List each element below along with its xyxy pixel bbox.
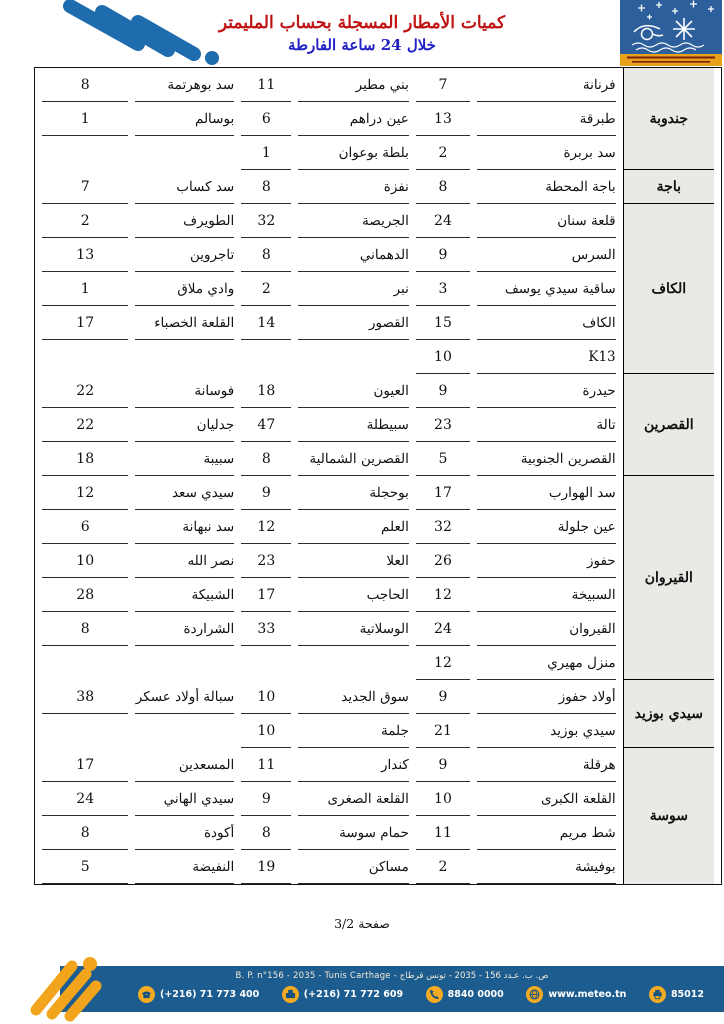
table-row (42, 612, 714, 646)
station-name-cell: سد بربرة (477, 136, 616, 170)
station-name-cell: الطويرف (135, 204, 234, 238)
table-row (42, 68, 714, 102)
station-name-cell: باجة المحطة (477, 170, 616, 204)
station-name-cell: القصور (298, 306, 408, 340)
rainfall-value-cell: 26 (416, 544, 470, 578)
rainfall-value-cell: 9 (416, 748, 470, 782)
station-name-cell: المسعدين (135, 748, 234, 782)
rainfall-value-cell: 11 (416, 816, 470, 850)
region-label: سوسة (623, 748, 714, 884)
rainfall-value-cell: 38 (42, 680, 128, 714)
station-name-cell (298, 646, 408, 680)
contact-item-text: www.meteo.tn (548, 989, 627, 1000)
rainfall-value-cell: 47 (241, 408, 291, 442)
table-row (42, 510, 714, 544)
rainfall-value-cell: 24 (416, 612, 470, 646)
rainfall-value-cell: 13 (42, 238, 128, 272)
contact-item (138, 986, 259, 1003)
table-row (42, 442, 714, 476)
station-name-cell: القيروان (477, 612, 616, 646)
rainfall-value-cell: 13 (416, 102, 470, 136)
table-row (42, 578, 714, 612)
station-name-cell: طبرقة (477, 102, 616, 136)
table-row (42, 238, 714, 272)
station-name-cell: سيدي بوزيد (477, 714, 616, 748)
rainfall-value-cell: 8 (241, 170, 291, 204)
station-name-cell: الشبيكة (135, 578, 234, 612)
handset-icon (426, 986, 443, 1003)
contact-item-text: 8840 0000 (447, 989, 504, 1000)
rainfall-value-cell: 24 (416, 204, 470, 238)
page-number: صفحة 3/2 (334, 916, 390, 931)
table-row (42, 782, 714, 816)
rainfall-value-cell: 2 (416, 850, 470, 884)
station-name-cell: سد بوهرتمة (135, 68, 234, 102)
rainfall-value-cell: 8 (42, 68, 128, 102)
station-name-cell: فوسانة (135, 374, 234, 408)
station-name-cell: القلعة الخصباء (135, 306, 234, 340)
table-row (42, 680, 714, 714)
station-name-cell: وادي ملاق (135, 272, 234, 306)
rainfall-value-cell: 11 (241, 748, 291, 782)
rainfall-table (34, 67, 722, 885)
station-name-cell: أكودة (135, 816, 234, 850)
rainfall-value-cell (42, 646, 128, 680)
rainfall-value-cell: 17 (416, 476, 470, 510)
rainfall-value-cell: 7 (42, 170, 128, 204)
table-row (42, 646, 714, 680)
rainfall-value-cell: 2 (416, 136, 470, 170)
station-name-cell: الكاف (477, 306, 616, 340)
station-name-cell: قلعة سنان (477, 204, 616, 238)
phone-icon (138, 986, 155, 1003)
station-name-cell (135, 714, 234, 748)
station-name-cell: بوحجلة (298, 476, 408, 510)
rainfall-value-cell: 9 (416, 680, 470, 714)
table-row (42, 136, 714, 170)
rainfall-value-cell: 8 (241, 816, 291, 850)
station-name-cell: تالة (477, 408, 616, 442)
station-name-cell: عين دراهم (298, 102, 408, 136)
station-name-cell: شط مريم (477, 816, 616, 850)
station-name-cell: بوسالم (135, 102, 234, 136)
station-name-cell: بني مطير (298, 68, 408, 102)
rainfall-value-cell: 5 (42, 850, 128, 884)
rainfall-value-cell: 19 (241, 850, 291, 884)
station-name-cell: بوفيشة (477, 850, 616, 884)
station-name-cell: نفزة (298, 170, 408, 204)
station-name-cell: سيدي الهاني (135, 782, 234, 816)
page-title: كميات الأمطار المسجلة بحساب المليمتر (218, 13, 506, 33)
rainfall-value-cell (42, 136, 128, 170)
region-label: باجة (623, 170, 714, 204)
table-row (42, 340, 714, 374)
printer-icon (649, 986, 666, 1003)
station-name-cell: جلمة (298, 714, 408, 748)
rainfall-value-cell: 32 (416, 510, 470, 544)
rainfall-value-cell: 9 (241, 476, 291, 510)
station-name-cell: السبيخة (477, 578, 616, 612)
rainfall-value-cell: 10 (42, 544, 128, 578)
station-name-cell: العلا (298, 544, 408, 578)
station-name-cell: كندار (298, 748, 408, 782)
rainfall-value-cell: 12 (416, 646, 470, 680)
station-name-cell: القصرين الجنوبية (477, 442, 616, 476)
rainfall-value-cell: 32 (241, 204, 291, 238)
region-label: الكاف (623, 204, 714, 374)
station-name-cell: القلعة الكبرى (477, 782, 616, 816)
table-row (42, 170, 714, 204)
rainfall-value-cell: 8 (42, 816, 128, 850)
rainfall-value-cell: 18 (241, 374, 291, 408)
station-name-cell: السرس (477, 238, 616, 272)
rainfall-value-cell (241, 646, 291, 680)
fax-icon (282, 986, 299, 1003)
contact-item-text: (+216) 71 772 609 (303, 989, 404, 1000)
station-name-cell: أولاد حفوز (477, 680, 616, 714)
document-titles (0, 12, 724, 55)
rainfall-value-cell: 28 (42, 578, 128, 612)
station-name-cell: القلعة الصغرى (298, 782, 408, 816)
station-name-cell: جدليان (135, 408, 234, 442)
rainfall-value-cell: 5 (416, 442, 470, 476)
table-row (42, 816, 714, 850)
contact-item (282, 986, 403, 1003)
station-name-cell: نصر الله (135, 544, 234, 578)
orange-stripes-logo (24, 952, 120, 1022)
station-name-cell: النفيضة (135, 850, 234, 884)
rainfall-value-cell: 1 (42, 272, 128, 306)
region-label: جندوبة (623, 68, 714, 170)
rainfall-value-cell: 12 (416, 578, 470, 612)
contact-item (649, 986, 704, 1003)
table-row (42, 544, 714, 578)
inm-logo (620, 0, 722, 66)
station-name-cell: العيون (298, 374, 408, 408)
contact-item-text: 85012 (670, 989, 704, 1000)
rainfall-value-cell: 18 (42, 442, 128, 476)
station-name-cell: فرنانة (477, 68, 616, 102)
rainfall-value-cell: 2 (241, 272, 291, 306)
contact-items (60, 981, 724, 1003)
rainfall-value-cell: 11 (241, 68, 291, 102)
rainfall-value-cell: 21 (416, 714, 470, 748)
station-name-cell: مساكن (298, 850, 408, 884)
table-row (42, 748, 714, 782)
region-label: القيروان (623, 476, 714, 680)
station-name-cell: الحاجب (298, 578, 408, 612)
station-name-cell: سد الهوارب (477, 476, 616, 510)
station-name-cell: K13 (477, 340, 616, 374)
rainfall-value-cell: 17 (241, 578, 291, 612)
station-name-cell: الوسلاتية (298, 612, 408, 646)
rainfall-value-cell (42, 714, 128, 748)
station-name-cell: سبالة أولاد عسكر (135, 680, 234, 714)
rainfall-value-cell: 23 (241, 544, 291, 578)
station-name-cell: سيدي سعد (135, 476, 234, 510)
station-name-cell: الدهماني (298, 238, 408, 272)
station-name-cell: حيدرة (477, 374, 616, 408)
station-name-cell: سوق الجديد (298, 680, 408, 714)
rainfall-value-cell: 9 (416, 238, 470, 272)
table-row (42, 374, 714, 408)
rainfall-value-cell: 15 (416, 306, 470, 340)
station-name-cell: الجريصة (298, 204, 408, 238)
rainfall-value-cell: 9 (416, 374, 470, 408)
station-name-cell: القصرين الشمالية (298, 442, 408, 476)
contact-item-text: (+216) 71 773 400 (160, 989, 260, 1000)
rainfall-value-cell: 1 (241, 136, 291, 170)
rainfall-value-cell: 8 (416, 170, 470, 204)
rainfall-value-cell: 8 (241, 442, 291, 476)
table-row (42, 204, 714, 238)
region-label: القصرين (623, 374, 714, 476)
region-label: سيدي بوزيد (623, 680, 714, 748)
station-name-cell: العلم (298, 510, 408, 544)
rainfall-value-cell: 23 (416, 408, 470, 442)
table-row (42, 476, 714, 510)
rainfall-value-cell: 7 (416, 68, 470, 102)
station-name-cell (135, 340, 234, 374)
globe-icon (526, 986, 543, 1003)
table-row (42, 714, 714, 748)
rainfall-value-cell: 33 (241, 612, 291, 646)
station-name-cell: هرقلة (477, 748, 616, 782)
address-line: B. P. n°156 - 2035 - Tunis Carthage - ص. ب. عـدد 156 - 2035 - تونس قرطاج (235, 971, 549, 981)
rainfall-value-cell (241, 340, 291, 374)
table-row (42, 272, 714, 306)
station-name-cell: الشراردة (135, 612, 234, 646)
contact-item (426, 986, 504, 1003)
contact-item (526, 986, 626, 1003)
rainfall-value-cell: 24 (42, 782, 128, 816)
rainfall-value-cell: 8 (241, 238, 291, 272)
rainfall-value-cell: 9 (241, 782, 291, 816)
station-name-cell: سبيطلة (298, 408, 408, 442)
station-name-cell (135, 136, 234, 170)
station-name-cell: حفوز (477, 544, 616, 578)
rainfall-value-cell: 10 (416, 340, 470, 374)
document-header (0, 0, 724, 66)
station-name-cell: حمام سوسة (298, 816, 408, 850)
rainfall-value-cell: 22 (42, 408, 128, 442)
rainfall-value-cell: 10 (241, 680, 291, 714)
table-row (42, 408, 714, 442)
rainfall-value-cell: 1 (42, 102, 128, 136)
station-name-cell: سد كساب (135, 170, 234, 204)
station-name-cell: عين جلولة (477, 510, 616, 544)
rainfall-value-cell (42, 340, 128, 374)
rainfall-value-cell: 3 (416, 272, 470, 306)
rainfall-value-cell: 12 (42, 476, 128, 510)
station-name-cell (298, 340, 408, 374)
rainfall-value-cell: 12 (241, 510, 291, 544)
rainfall-value-cell: 2 (42, 204, 128, 238)
station-name-cell: سبيبة (135, 442, 234, 476)
station-name-cell (135, 646, 234, 680)
table-row (42, 102, 714, 136)
rainfall-value-cell: 17 (42, 306, 128, 340)
rainfall-value-cell: 10 (241, 714, 291, 748)
station-name-cell: سد نبهانة (135, 510, 234, 544)
station-name-cell: بلطة بوعوان (298, 136, 408, 170)
station-name-cell: تاجروين (135, 238, 234, 272)
rainfall-value-cell: 6 (241, 102, 291, 136)
rainfall-value-cell: 8 (42, 612, 128, 646)
station-name-cell: ساقية سيدي يوسف (477, 272, 616, 306)
rainfall-value-cell: 14 (241, 306, 291, 340)
rainfall-value-cell: 22 (42, 374, 128, 408)
rainfall-value-cell: 10 (416, 782, 470, 816)
table-row (42, 306, 714, 340)
rainfall-value-cell: 17 (42, 748, 128, 782)
station-name-cell: نبر (298, 272, 408, 306)
table-row (42, 850, 714, 884)
station-name-cell: منزل مهيري (477, 646, 616, 680)
page-subtitle: خلال 24 ساعة الفارطة (288, 35, 436, 54)
rainfall-value-cell: 6 (42, 510, 128, 544)
contact-bar (60, 966, 724, 1012)
